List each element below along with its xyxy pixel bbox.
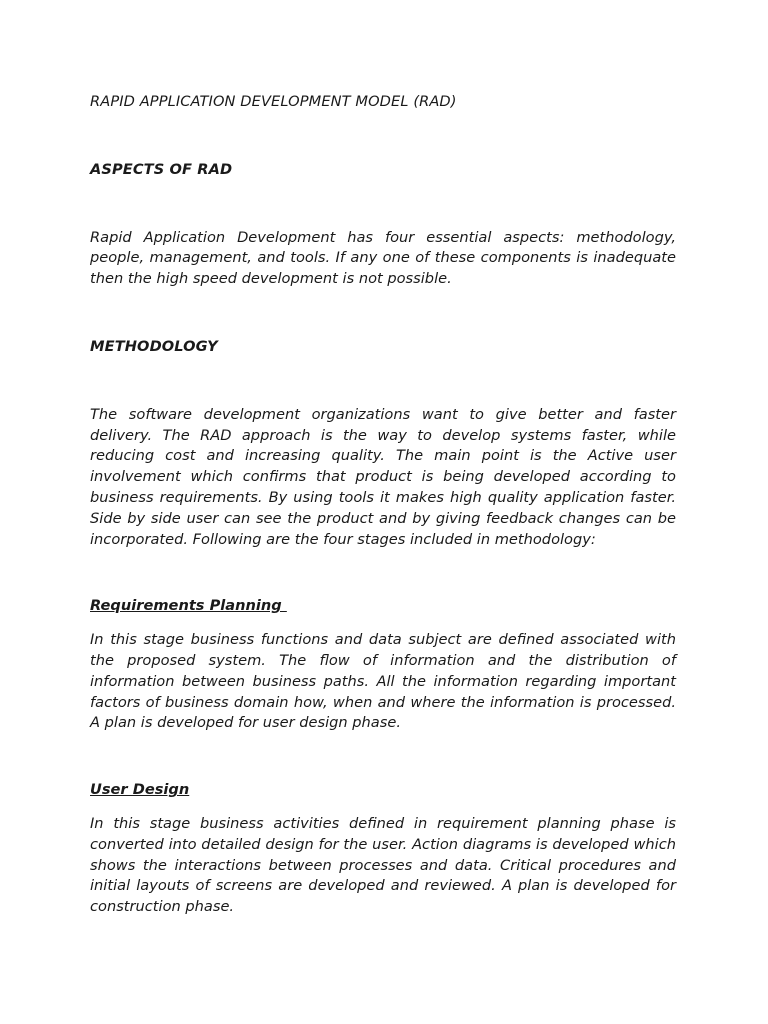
user-design-paragraph: In this stage business activities defined in requirement planning phase is converted into detailed design for the user. Action diagrams is developed which shows the interactions between processes and data. Critical procedures and initial layouts of screens are developed and reviewed. A plan is developed for construction phase. — [90, 814, 676, 916]
methodology-heading: METHODOLOGY — [90, 337, 218, 355]
methodology-paragraph: The software development organizations want to give better and faster delivery. The RAD approach is the way to develop systems faster, while reducing cost and increasing quality. The main point is the Active user involvement which confirms that product is being developed according to business requirements. By using tools it makes high quality application faster. Side by side user can see the product and by giving feedback changes can be incorporated. Following are the four stages included in methodology: — [90, 405, 676, 548]
aspects-heading: ASPECTS OF RAD — [90, 160, 233, 178]
aspects-paragraph: Rapid Application Development has four essential aspects: methodology, people, management, and tools. If any one of these components is inadequate then the high speed development is not possible. — [90, 228, 676, 288]
user-design-heading: User Design — [90, 781, 190, 799]
requirements-planning-paragraph: In this stage business functions and data subject are defined associated with the proposed system. The flow of information and the distribution of information between business paths. All the information regarding important factors of business domain how, when and where the information is processed. A plan is developed for user design phase. — [90, 631, 676, 732]
document-title: RAPID APPLICATION DEVELOPMENT MODEL (RAD) — [90, 93, 457, 110]
requirements-planning-heading: Requirements Planning — [90, 597, 287, 615]
document-body — [90, 92, 676, 918]
